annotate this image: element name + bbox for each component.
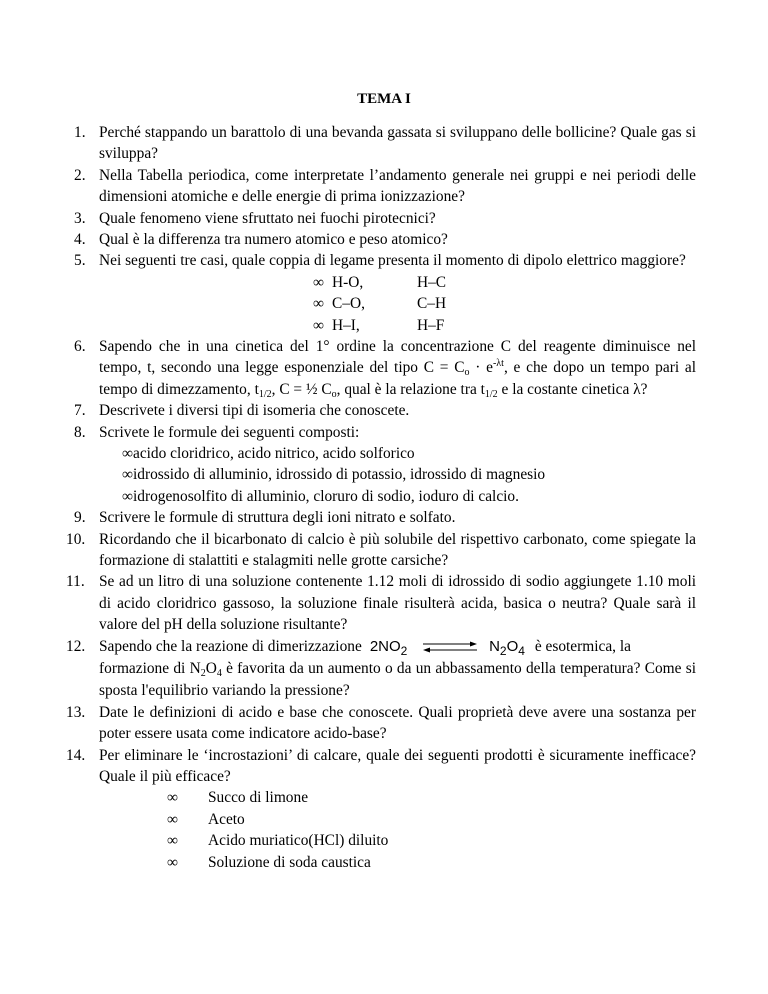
- subscript: 4: [518, 643, 525, 658]
- bond-pair-row: [74, 272, 696, 293]
- bullet-symbol: ∞: [122, 466, 133, 484]
- bond-a: H-O,: [332, 273, 364, 291]
- bullet-symbol: ∞: [167, 810, 178, 828]
- bullet-symbol: ∞: [122, 487, 133, 505]
- question-text: Nei seguenti tre casi, quale coppia di legame presenta il momento di dipolo elettrico maggiore?: [99, 252, 686, 270]
- text-run: O: [205, 659, 217, 677]
- subscript: o: [464, 367, 470, 379]
- question-13: [66, 702, 696, 745]
- compound-list-text: idrogenosolfito di alluminio, cloruro di sodio, ioduro di calcio.: [132, 487, 519, 505]
- option-text: Succo di limone: [208, 789, 309, 807]
- reaction-line: [99, 636, 696, 658]
- question-number: 4.: [74, 231, 86, 249]
- question-9: [74, 507, 696, 528]
- option-text: Acido muriatico(HCl) diluito: [208, 832, 389, 850]
- text-run: · e: [469, 359, 493, 377]
- compound-list-item: [74, 464, 696, 485]
- question-text: Quale fenomeno viene sfruttato nei fuochi pirotecnici?: [99, 209, 436, 227]
- bond-b: C–H: [417, 295, 447, 313]
- bond-b: H–C: [417, 273, 447, 291]
- formula-text: 2NO: [369, 637, 401, 655]
- text-run: Sapendo che la reazione di dimerizzazione: [99, 637, 362, 655]
- text-run: , C = ½ C: [271, 380, 332, 398]
- question-text: Ricordando che il bicarbonato di calcio è più solubile del rispettivo carbonato, come spiegate la formazione di stalattiti e stalagmiti nelle grotte carsiche?: [99, 530, 696, 570]
- question-number: 5.: [74, 252, 86, 270]
- question-number: 7.: [74, 402, 86, 420]
- question-8: [74, 422, 696, 443]
- question-text: [99, 658, 696, 702]
- document-title: TEMA I: [357, 91, 411, 107]
- question-10: [66, 529, 696, 572]
- question-text: Scrivere le formule di struttura degli ioni nitrato e solfato.: [99, 509, 456, 527]
- bullet-symbol: ∞: [313, 295, 324, 313]
- equilibrium-arrow-icon: [421, 640, 479, 654]
- text-run: e la costante cinetica λ?: [497, 380, 648, 398]
- compound-list-text: idrossido di alluminio, idrossido di potassio, idrossido di magnesio: [132, 466, 546, 484]
- question-text: Per eliminare le ‘incrostazioni’ di calcare, quale dei seguenti prodotti è sicuramente inefficace? Quale il più efficace?: [99, 746, 696, 785]
- question-4: [74, 229, 696, 250]
- bond-b: H–F: [417, 316, 445, 334]
- text-run: è esotermica, la: [534, 637, 631, 655]
- bullet-symbol: ∞: [313, 273, 324, 291]
- subscript: 1/2: [258, 388, 272, 400]
- question-number: 11.: [66, 573, 85, 591]
- bond-a: H–I,: [332, 316, 360, 334]
- formula-text: N: [489, 637, 500, 655]
- text-run: formazione di N: [99, 659, 201, 677]
- text-run: Sapendo che in una cinetica del 1° ordine la concentrazione C del reagente diminuisce nel tempo, t, secondo una legge esponenziale del tipo C = C: [99, 338, 696, 377]
- question-11: [66, 571, 696, 635]
- bullet-symbol: ∞: [313, 316, 324, 334]
- question-number: 14.: [66, 746, 86, 764]
- compound-list-text: acido cloridrico, acido nitrico, acido solforico: [132, 445, 415, 463]
- text-run: , e che dopo un tempo pari al tempo di dimezzamento, t: [99, 359, 696, 398]
- subscript: o: [331, 388, 337, 400]
- superscript: -λt: [492, 358, 504, 370]
- question-text: Scrivete le formule dei seguenti composti:: [99, 423, 360, 441]
- question-text: Date le definizioni di acido e base che conoscete. Quali proprietà deve avere una sostanza per poter essere usata come indicatore acido-base?: [99, 703, 696, 743]
- question-number: 8.: [74, 423, 86, 441]
- question-text: Perché stappando un barattolo di una bevanda gassata si sviluppano delle bollicine? Quale gas si sviluppa?: [99, 124, 696, 163]
- question-14: [66, 745, 696, 788]
- option-item: [74, 809, 696, 830]
- option-item: [74, 787, 696, 808]
- question-text: Se ad un litro di una soluzione contenente 1.12 moli di idrossido di sodio aggiungete 1.10 moli di acido cloridrico gassoso, la soluzione finale risulterà acida, basica o neutra? Quale sarà il valore del pH della soluzione risultante?: [99, 573, 696, 634]
- option-item: [74, 830, 696, 851]
- question-number: 13.: [66, 703, 86, 721]
- subscript: 1/2: [484, 388, 498, 400]
- question-1: [74, 122, 696, 165]
- text-run: , qual è la relazione tra t: [336, 380, 485, 398]
- bond-pair-row: [74, 293, 696, 314]
- bullet-symbol: ∞: [167, 789, 178, 807]
- question-3: [74, 208, 696, 229]
- question-12: [66, 636, 696, 702]
- question-number: 2.: [74, 166, 86, 184]
- question-text: Qual è la differenza tra numero atomico e peso atomico?: [99, 231, 448, 249]
- product-formula: [489, 637, 525, 658]
- question-number: 10.: [66, 530, 86, 548]
- question-number: 1.: [74, 124, 86, 141]
- reactant-formula: [366, 637, 408, 658]
- bullet-symbol: ∞: [167, 832, 178, 850]
- question-number: 6.: [74, 338, 86, 356]
- compound-list-item: [74, 443, 696, 464]
- question-number: 3.: [74, 209, 86, 227]
- question-text: Nella Tabella periodica, come interpretate l’andamento generale nei gruppi e nei periodi delle dimensioni atomiche e delle energie di prima ionizzazione?: [99, 166, 696, 206]
- text-run: è favorita da un aumento o da un abbassamento della temperatura? Come si sposta l'equilibrio variando la pressione?: [99, 659, 696, 699]
- question-list: [66, 122, 696, 873]
- question-6: [74, 336, 696, 400]
- compound-list-item: [74, 486, 696, 507]
- question-number: 9.: [74, 509, 86, 527]
- question-number: 12.: [66, 637, 86, 655]
- formula-text: O: [506, 637, 519, 655]
- bond-pair-row: [74, 315, 696, 336]
- bullet-symbol: ∞: [122, 445, 133, 463]
- question-2: [74, 165, 696, 208]
- option-item: [74, 852, 696, 873]
- question-text: [99, 338, 696, 398]
- option-text: Soluzione di soda caustica: [208, 853, 371, 871]
- bullet-symbol: ∞: [167, 853, 178, 871]
- subscript: 2: [200, 667, 206, 679]
- option-text: Aceto: [208, 810, 245, 828]
- subscript: 4: [216, 667, 222, 679]
- question-text: Descrivete i diversi tipi di isomeria che conoscete.: [99, 402, 410, 420]
- question-7: [74, 400, 696, 421]
- subscript: 2: [499, 643, 507, 658]
- bond-a: C–O,: [332, 295, 365, 313]
- question-5: [74, 250, 696, 271]
- subscript: 2: [400, 643, 408, 658]
